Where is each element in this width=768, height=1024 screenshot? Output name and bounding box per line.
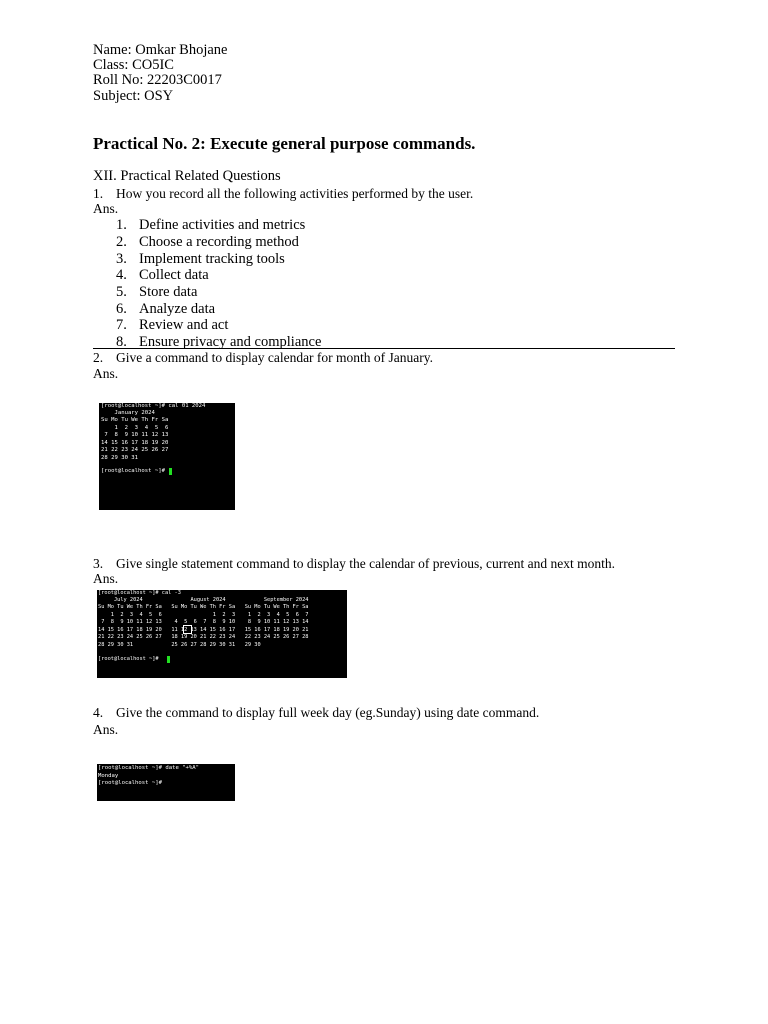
list-item: Review and act [139,317,229,333]
question-3-text: Give single statement command to display the calendar of previous, current and next month. [116,556,615,571]
terminal-cursor [167,656,170,663]
student-name: Name: Omkar Bhojane [93,42,228,58]
student-class: Class: CO5IC [93,57,174,73]
list-item: Analyze data [139,301,216,317]
calendar-week-row: 1 2 3 4 5 6 [101,424,169,431]
question-2-number: 2. [93,350,104,365]
terminal-screenshot-cal-three-months [97,590,347,678]
question-1-text: How you record all the following activities performed by the user. [116,186,474,201]
calendar-weekdays: Su Mo Tu We Th Fr Sa Su Mo Tu We Th Fr Sa Su Mo Tu We Th Fr Sa [98,604,309,610]
question-4-number: 4. [93,705,104,720]
terminal-cursor [169,468,172,475]
list-item-number: 8. [116,334,127,350]
question-1-number: 1. [93,186,104,201]
list-item-number: 6. [116,301,127,317]
calendar-week-row: 7 8 9 10 11 12 13 4 5 6 7 8 9 10 8 9 10 11 12 13 14 [98,619,309,625]
student-roll: Roll No: 22203C0017 [93,72,222,88]
terminal-screenshot-date [97,764,235,801]
terminal-output: Monday [98,772,119,779]
question-1-ans: Ans. [93,201,119,216]
calendar-week-row: 14 15 16 17 18 19 20 [101,439,169,446]
horizontal-rule [93,348,675,349]
terminal-command: [root@localhost ~]# cal -3 [98,590,181,596]
section-heading: XII. Practical Related Questions [93,168,281,184]
current-day-highlight [184,626,191,633]
list-item-number: 4. [116,267,127,283]
calendar-week-row: 7 8 9 10 11 12 13 [101,432,169,438]
question-2-ans: Ans. [93,366,119,381]
list-item: Implement tracking tools [139,251,285,267]
calendar-month-headings: July 2024 August 2024 September 2024 [98,597,309,603]
terminal-screenshot-cal-january [99,403,235,510]
question-3-ans: Ans. [93,571,119,586]
list-item-number: 1. [116,217,127,233]
terminal-command: [root@localhost ~]# date "+%A" [98,765,200,771]
calendar-week-row: 1 2 3 4 5 6 1 2 3 1 2 3 4 5 6 7 [98,611,309,618]
calendar-week-row: 14 15 16 17 18 19 20 11 12 13 14 15 16 17 15 16 17 18 19 20 21 [98,626,309,633]
calendar-week-row: 21 22 23 24 25 26 27 [101,447,169,453]
question-4-text: Give the command to display full week day (eg.Sunday) using date command. [116,705,540,720]
list-item: Define activities and metrics [139,217,306,233]
list-item: Store data [139,284,198,300]
student-subject: Subject: OSY [93,88,174,104]
terminal-prompt: [root@localhost ~]# [98,780,162,786]
calendar-week-row: 28 29 30 31 25 26 27 28 29 30 31 29 30 [98,641,261,648]
practical-title: Practical No. 2: Execute general purpose commands. [93,134,476,153]
calendar-week-row: 28 29 30 31 [101,454,139,461]
list-item-number: 2. [116,234,127,250]
calendar-week-row: 21 22 23 24 25 26 27 18 19 20 21 22 23 24 22 23 24 25 26 27 28 [98,634,309,640]
question-4-ans: Ans. [93,722,119,737]
list-item-number: 3. [116,251,127,267]
list-item: Collect data [139,267,209,283]
calendar-month-heading: January 2024 [101,410,155,416]
calendar-weekdays: Su Mo Tu We Th Fr Sa [101,417,169,423]
terminal-command: [root@localhost ~]# cal 01 2024 [101,403,206,409]
list-item: Choose a recording method [139,234,299,250]
list-item-number: 5. [116,284,127,300]
question-3-number: 3. [93,556,104,571]
terminal-prompt: [root@localhost ~]# [101,468,169,474]
list-item-number: 7. [116,317,127,333]
list-item: Ensure privacy and compliance [139,334,322,350]
question-2-text: Give a command to display calendar for month of January. [116,350,434,365]
terminal-prompt: [root@localhost ~]# [98,656,162,662]
